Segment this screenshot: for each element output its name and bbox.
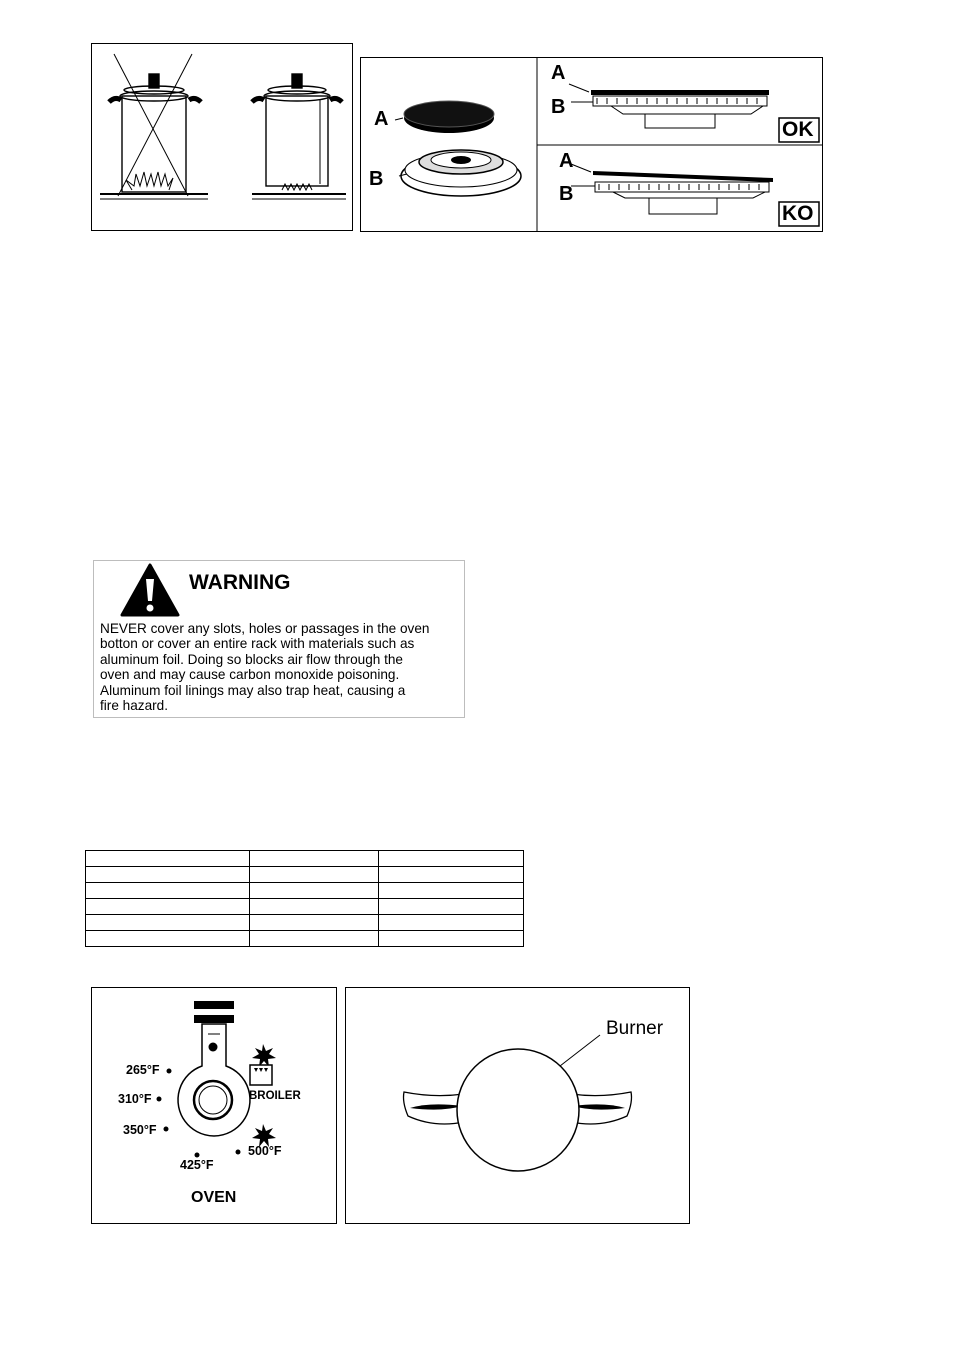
oven-title: OVEN <box>191 1189 237 1206</box>
ko-label-a: A <box>559 150 574 172</box>
pot-size-figure <box>91 43 353 231</box>
warning-line: aluminum foil. Doing so blocks air flow through the <box>100 651 403 667</box>
table-cell <box>86 851 250 867</box>
temp-label-350: 350°F <box>123 1123 157 1137</box>
table-row <box>86 899 524 915</box>
pot-wrong <box>100 54 208 199</box>
ko-label-b: B <box>559 183 574 205</box>
table-cell <box>249 915 379 931</box>
oven-knob-figure <box>91 987 337 1224</box>
temp-label-425: 425°F <box>180 1158 214 1172</box>
table-cell <box>86 867 250 883</box>
table-cell <box>249 851 379 867</box>
warning-line: oven and may cause carbon monoxide poisoning. <box>100 667 400 683</box>
table-cell <box>379 883 524 899</box>
warning-box <box>93 560 465 718</box>
table-cell <box>86 899 250 915</box>
pot-size-illustration <box>92 44 352 230</box>
table-cell <box>249 867 379 883</box>
broiler-flame-icon <box>252 1044 276 1067</box>
temp-label-500: 500°F <box>248 1144 282 1158</box>
burner-circle <box>457 1049 579 1171</box>
table-cell <box>249 883 379 899</box>
pot-correct <box>252 74 346 199</box>
table-row <box>86 915 524 931</box>
table-cell <box>379 931 524 947</box>
table-row <box>86 931 524 947</box>
cap-label-a: A <box>374 108 389 130</box>
temp-label-265: 265°F <box>126 1063 160 1077</box>
ok-label-b: B <box>551 96 566 118</box>
table-cell <box>379 851 524 867</box>
broiler-label: BROILER <box>249 1090 301 1102</box>
warning-text <box>100 621 462 713</box>
table-cell <box>379 867 524 883</box>
burner-cap-figure <box>360 57 823 232</box>
table-cell <box>86 915 250 931</box>
ok-diagram <box>569 84 769 128</box>
warning-line: NEVER cover any slots, holes or passages in the oven <box>100 621 430 636</box>
table-row <box>86 867 524 883</box>
table-row <box>86 851 524 867</box>
table-cell <box>86 883 250 899</box>
table-cell <box>249 931 379 947</box>
burner-label: Burner <box>606 1018 664 1039</box>
base-label-b: B <box>369 168 384 190</box>
burner-cap-illustration <box>361 58 822 231</box>
temp-label-310: 310°F <box>118 1092 152 1106</box>
spec-table <box>85 850 524 947</box>
ok-label-a: A <box>551 62 566 84</box>
warning-title: WARNING <box>189 571 291 594</box>
ko-badge: KO <box>782 202 814 225</box>
ko-diagram <box>571 164 773 214</box>
warning-line: botton or cover an entire rack with materials such as <box>100 636 415 652</box>
ok-badge: OK <box>782 118 814 141</box>
table-row <box>86 883 524 899</box>
warning-line: Aluminum foil linings may also trap heat, causing a <box>100 682 406 698</box>
warning-triangle-icon <box>120 563 180 617</box>
table-cell <box>249 899 379 915</box>
table-cell <box>86 931 250 947</box>
table-cell <box>379 899 524 915</box>
burner-flame-figure <box>345 987 690 1224</box>
warning-line: fire hazard. <box>100 698 169 714</box>
table-cell <box>379 915 524 931</box>
